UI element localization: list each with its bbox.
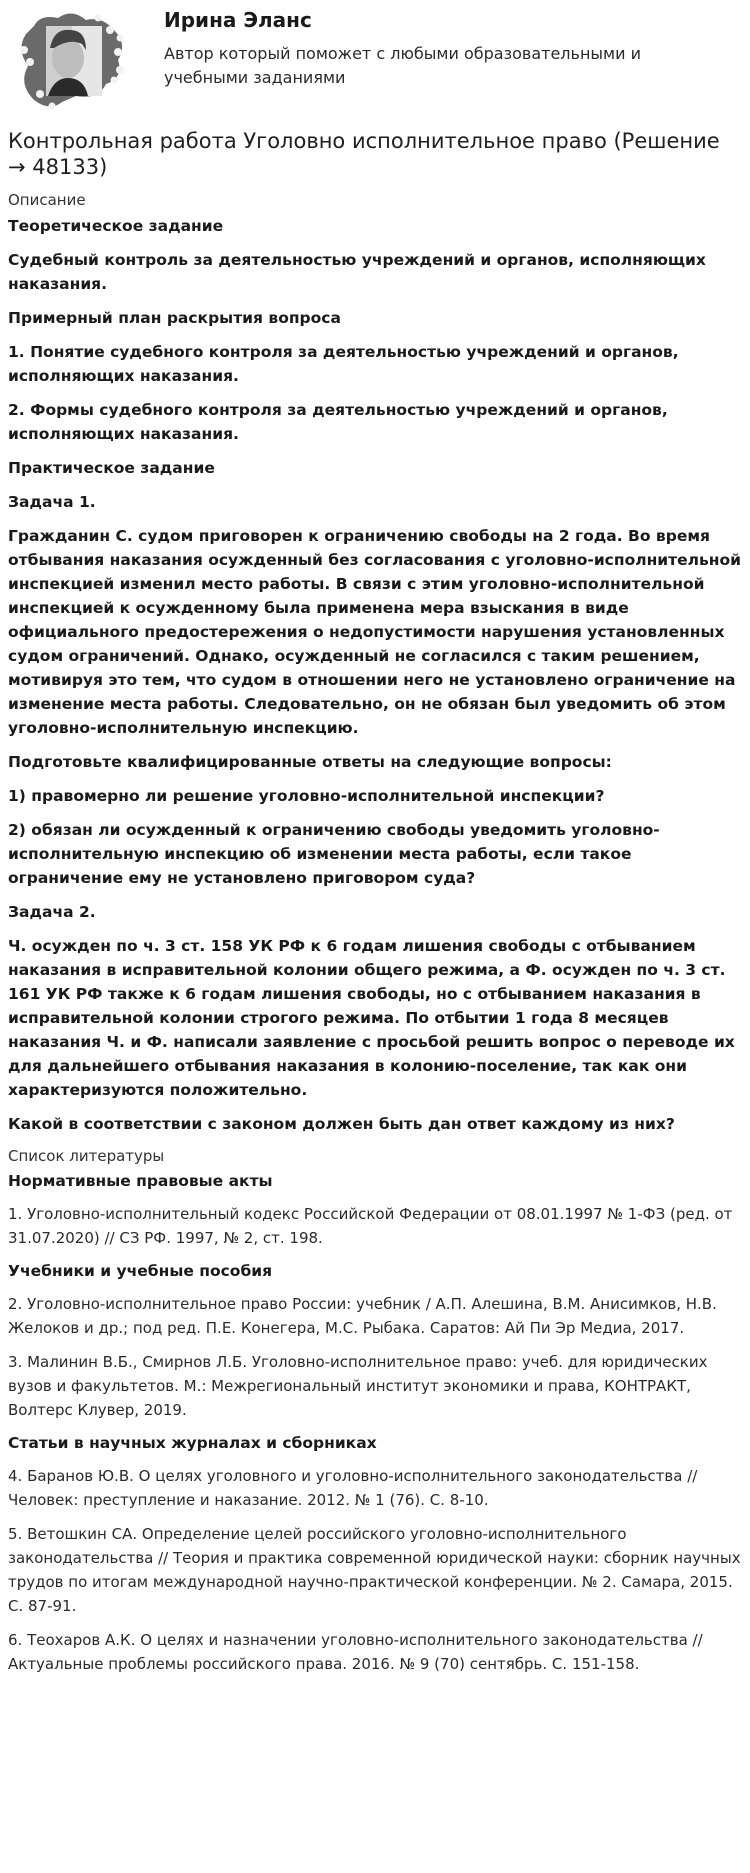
page-title: Контрольная работа Уголовно исполнительное право (Решение → 48133) xyxy=(8,129,720,179)
description-paragraph: Практическое задание xyxy=(8,459,215,477)
description-paragraph: Задача 1. xyxy=(8,493,96,511)
literature-group-title: Учебники и учебные пособия xyxy=(8,1262,273,1280)
author-description: Автор который поможет с любыми образовательными и учебными заданиями xyxy=(164,44,641,87)
literature-item: 5. Ветошкин СА. Определение целей российского уголовно-исполнительного законодательства // Теория и практика современной юридической науки: сборник научных трудов по итогам международной научно-практической конференции. № 2. Самара, 2015. С. 87-91. xyxy=(8,1525,741,1615)
description-paragraph: 1. Понятие судебного контроля за деятельностью учреждений и органов, исполняющих наказания. xyxy=(8,343,679,385)
literature-group-title: Нормативные правовые акты xyxy=(8,1172,273,1190)
description-paragraph: Судебный контроль за деятельностью учреждений и органов, исполняющих наказания. xyxy=(8,251,706,293)
description-paragraph: Подготовьте квалифицированные ответы на следующие вопросы: xyxy=(8,753,612,771)
literature-list xyxy=(8,1170,742,1676)
description-label: Описание xyxy=(8,191,86,209)
literature-item: 6. Теохаров А.К. О целях и назначении уголовно-исполнительного законодательства // Актуальные проблемы российского права. 2016. № 9 (70) сентябрь. С. 151-158. xyxy=(8,1631,703,1673)
literature-item: 4. Баранов Ю.В. О целях уголовного и уголовно-исполнительного законодательства // Человек: преступление и наказание. 2012. № 1 (76). С. 8-10. xyxy=(8,1467,698,1509)
author-avatar-icon[interactable] xyxy=(6,4,134,114)
literature-label: Список литературы xyxy=(8,1147,165,1165)
description-paragraph: Ч. осужден по ч. 3 ст. 158 УК РФ к 6 годам лишения свободы с отбыванием наказания в исправительной колонии общего режима, а Ф. осужден по ч. 3 ст. 161 УК РФ также к 6 годам лишения свободы, но с отбыванием наказания в исправительной колонии строгого режима. По отбытии 1 года 8 месяцев наказания Ч. и Ф. написали заявление с просьбой решить вопрос о переводе их для дальнейшего отбывания наказания в колонию-поселение, так как они характеризуются положительно. xyxy=(8,937,735,1099)
description-paragraph: Примерный план раскрытия вопроса xyxy=(8,309,341,327)
description-paragraph: 2) обязан ли осужденный к ограничению свободы уведомить уголовно-исполнительную инспекцию об изменении места работы, если такое ограничение ему не установлено приговором суда? xyxy=(8,821,660,887)
description-body xyxy=(8,214,742,1136)
description-paragraph: 2. Формы судебного контроля за деятельностью учреждений и органов, исполняющих наказания. xyxy=(8,401,668,443)
description-paragraph: Задача 2. xyxy=(8,903,96,921)
literature-item: 1. Уголовно-исполнительный кодекс Российской Федерации от 08.01.1997 № 1-ФЗ (ред. от 31.07.2020) // СЗ РФ. 1997, № 2, ст. 198. xyxy=(8,1205,733,1247)
description-paragraph: Теоретическое задание xyxy=(8,217,224,235)
literature-item: 2. Уголовно-исполнительное право России: учебник / А.П. Алешина, В.М. Анисимков, Н.В. Желоков и др.; под ред. П.Е. Конегера, М.С. Рыбака. Саратов: Ай Пи Эр Медиа, 2017. xyxy=(8,1295,717,1337)
description-paragraph: Гражданин С. судом приговорен к ограничению свободы на 2 года. Во время отбывания наказания осужденный без согласования с уголовно-исполнительной инспекцией изменил место работы. В связи с этим уголовно-исполнительной инспекцией к осужденному была применена мера взыскания в виде официального предостережения о недопустимости нарушения установленных судом ограничений. Однако, осужденный не согласился с таким решением, мотивируя это тем, что судом в отношении него не установлено ограничение на изменение места работы. Следовательно, он не обязан был уведомить об этом уголовно-исполнительную инспекцию. xyxy=(8,527,742,737)
literature-group-title: Статьи в научных журналах и сборниках xyxy=(8,1434,377,1452)
author-card xyxy=(0,0,750,116)
author-name[interactable]: Ирина Эланс xyxy=(164,8,312,32)
description-paragraph: 1) правомерно ли решение уголовно-исполнительной инспекции? xyxy=(8,787,605,805)
literature-item: 3. Малинин В.Б., Смирнов Л.Б. Уголовно-исполнительное право: учеб. для юридических вузов и факультетов. М.: Межрегиональный институт экономики и права, КОНТРАКТ, Волтерс Клувер, 2019. xyxy=(8,1353,708,1419)
description-paragraph: Какой в соответствии с законом должен быть дан ответ каждому из них? xyxy=(8,1115,675,1133)
